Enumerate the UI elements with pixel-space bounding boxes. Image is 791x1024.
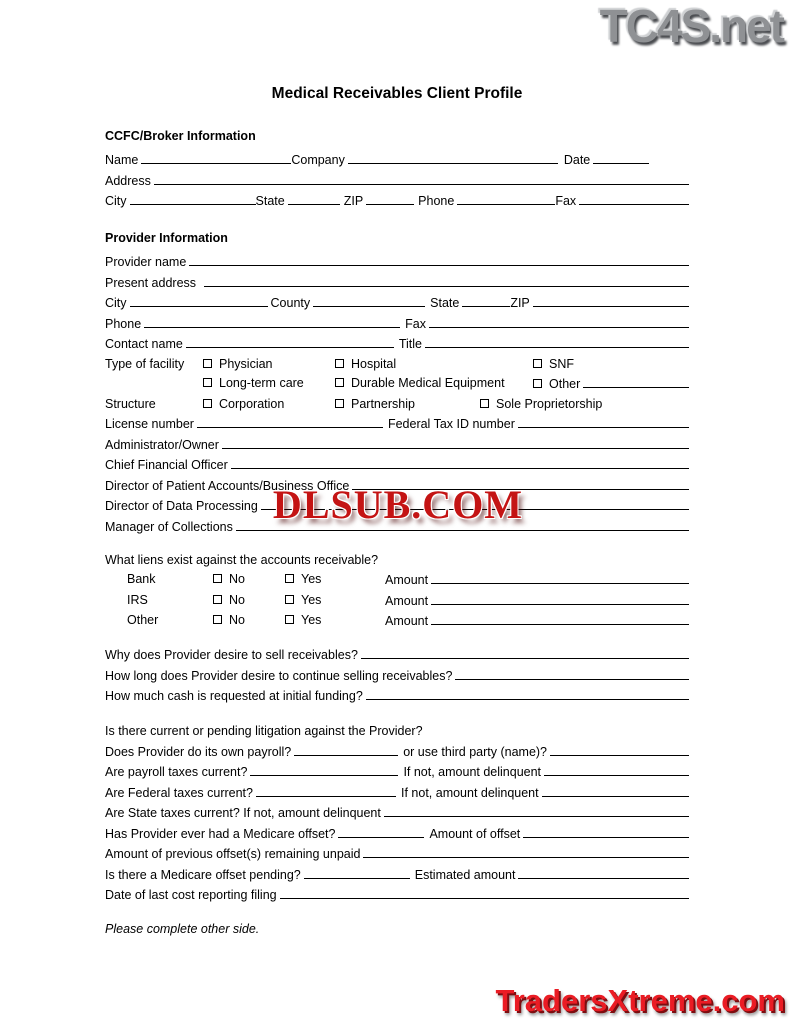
- own-payroll-row: [105, 744, 689, 760]
- cfo-label: Chief Financial Officer: [105, 458, 228, 472]
- medicare-offset-line[interactable]: [338, 826, 424, 838]
- form-content: [105, 0, 689, 942]
- bank-label: Bank: [127, 572, 156, 586]
- litigation-label: Is there current or pending litigation against the Provider?: [105, 724, 423, 738]
- irs-amount-line[interactable]: [431, 593, 689, 605]
- previous-offsets-row: [105, 846, 689, 862]
- provider-zip-label: ZIP: [510, 296, 530, 310]
- other-lien-yes-label: Yes: [301, 613, 322, 627]
- other-lien-amount-cell: [385, 613, 689, 629]
- irs-label-cell: [105, 593, 213, 609]
- contact-name-label: Contact name: [105, 337, 183, 351]
- payroll-delinquent-line[interactable]: [544, 764, 689, 776]
- provider-state-line[interactable]: [462, 295, 510, 307]
- payroll-taxes-label: Are payroll taxes current?: [105, 765, 248, 779]
- previous-offsets-label: Amount of previous offset(s) remaining unpaid: [105, 847, 361, 861]
- offset-pending-row: [105, 867, 689, 883]
- hospital-option: [335, 357, 533, 372]
- last-cost-filing-line[interactable]: [280, 887, 689, 899]
- snf-option: [533, 357, 689, 372]
- federal-tax-id-line[interactable]: [518, 416, 689, 428]
- broker-address-label: Address: [105, 173, 151, 188]
- physician-checkbox[interactable]: [203, 359, 212, 368]
- manager-of-collections-label: Manager of Collections: [105, 519, 233, 534]
- federal-delinquent-line[interactable]: [542, 785, 689, 797]
- last-cost-filing-row: [105, 887, 689, 903]
- state-taxes-label: Are State taxes current? If not, amount delinquent: [105, 806, 381, 820]
- how-long-line[interactable]: [455, 668, 689, 680]
- broker-state-line[interactable]: [288, 193, 340, 205]
- broker-city-row: [105, 193, 689, 209]
- bank-yes-label: Yes: [301, 572, 322, 586]
- federal-tax-id-label: Federal Tax ID number: [387, 417, 515, 431]
- lien-row-bank: [105, 572, 689, 588]
- hospital-label: Hospital: [351, 356, 397, 371]
- irs-yes-label: Yes: [301, 592, 322, 607]
- long-term-care-checkbox[interactable]: [203, 378, 212, 387]
- provider-zip-line[interactable]: [533, 295, 689, 307]
- bank-label-cell: [105, 572, 213, 588]
- irs-amount-cell: [385, 593, 689, 609]
- offset-pending-line[interactable]: [304, 867, 410, 879]
- broker-date-label: Date: [563, 153, 591, 167]
- other-facility-line[interactable]: [583, 376, 689, 388]
- own-payroll-label: Does Provider do its own payroll?: [105, 744, 292, 759]
- other-lien-label: Other: [127, 613, 159, 627]
- irs-label: IRS: [127, 592, 148, 607]
- physician-label: Physician: [219, 356, 273, 371]
- administrator-owner-line[interactable]: [222, 437, 689, 449]
- corporation-checkbox[interactable]: [203, 399, 212, 408]
- irs-amount-label: Amount: [385, 593, 429, 608]
- medicare-offset-row: [105, 826, 689, 842]
- payroll-taxes-row: [105, 764, 689, 780]
- present-address-row: [105, 275, 689, 291]
- other-lien-amount-line[interactable]: [431, 613, 689, 625]
- amount-of-offset-line[interactable]: [523, 826, 689, 838]
- broker-city-label: City: [105, 194, 127, 208]
- bank-no-checkbox[interactable]: [213, 574, 222, 583]
- bank-amount-label: Amount: [385, 573, 429, 587]
- broker-phone-label: Phone: [418, 194, 455, 208]
- medicare-offset-label: Has Provider ever had a Medicare offset?: [105, 826, 336, 841]
- snf-label: SNF: [549, 356, 574, 371]
- snf-checkbox[interactable]: [533, 359, 542, 368]
- broker-address-line[interactable]: [154, 173, 689, 185]
- other-facility-checkbox[interactable]: [533, 379, 542, 388]
- broker-name-line[interactable]: [141, 152, 291, 164]
- bank-no-label: No: [229, 572, 245, 586]
- license-row: [105, 416, 689, 432]
- type-of-facility-label: Type of facility: [105, 356, 185, 371]
- federal-taxes-row: [105, 785, 689, 801]
- bank-amount-cell: [385, 572, 689, 588]
- license-number-label: License number: [105, 417, 194, 431]
- broker-company-label: Company: [291, 153, 345, 167]
- hospital-checkbox[interactable]: [335, 359, 344, 368]
- partnership-option: [335, 397, 480, 412]
- sole-proprietorship-checkbox[interactable]: [480, 399, 489, 408]
- third-party-line[interactable]: [550, 744, 689, 756]
- footer-note-row: [105, 922, 689, 937]
- initial-funding-line[interactable]: [366, 688, 689, 700]
- license-number-line[interactable]: [197, 416, 383, 428]
- broker-fax-line[interactable]: [579, 193, 689, 205]
- litigation-row: [105, 724, 689, 739]
- bank-amount-line[interactable]: [431, 572, 689, 584]
- long-term-care-label: Long-term care: [219, 376, 304, 390]
- other-lien-no-option: [213, 613, 285, 629]
- other-lien-no-checkbox[interactable]: [213, 615, 222, 624]
- last-cost-filing-label: Date of last cost reporting filing: [105, 888, 277, 902]
- estimated-amount-label: Estimated amount: [414, 867, 516, 882]
- partnership-checkbox[interactable]: [335, 399, 344, 408]
- long-term-care-option: [203, 376, 335, 392]
- other-facility-option: [533, 376, 689, 392]
- director-data-processing-label: Director of Data Processing: [105, 499, 258, 513]
- provider-phone-line[interactable]: [144, 316, 400, 328]
- irs-no-option: [213, 593, 285, 609]
- contact-title-line[interactable]: [425, 336, 689, 348]
- provider-name-label: Provider name: [105, 255, 187, 269]
- present-address-label: Present address: [105, 275, 197, 290]
- previous-offsets-line[interactable]: [363, 846, 689, 858]
- footer-note: Please complete other side.: [105, 922, 260, 936]
- broker-zip-line[interactable]: [366, 193, 414, 205]
- how-long-row: [105, 668, 689, 684]
- how-long-label: How long does Provider desire to continue selling receivables?: [105, 668, 453, 683]
- third-party-label: or use third party (name)?: [403, 744, 548, 759]
- bank-no-option: [213, 572, 285, 588]
- why-sell-row: [105, 647, 689, 663]
- lien-row-irs: [105, 593, 689, 609]
- broker-zip-label: ZIP: [343, 194, 364, 208]
- initial-funding-row: [105, 688, 689, 704]
- physician-option: [203, 357, 335, 372]
- payroll-delinquent-label: If not, amount delinquent: [403, 765, 542, 779]
- broker-city-line[interactable]: [130, 193, 256, 205]
- other-lien-yes-checkbox[interactable]: [285, 615, 294, 624]
- dme-checkbox[interactable]: [335, 378, 344, 387]
- cfo-line[interactable]: [231, 457, 689, 469]
- broker-address-row: [105, 173, 689, 189]
- broker-section-heading: CCFC/Broker Information: [105, 129, 256, 143]
- structure-label: Structure: [105, 396, 156, 411]
- other-lien-no-label: No: [229, 613, 245, 627]
- contact-name-row: [105, 336, 689, 352]
- why-sell-line[interactable]: [361, 647, 689, 659]
- partnership-label: Partnership: [351, 396, 415, 411]
- irs-no-checkbox[interactable]: [213, 595, 222, 604]
- provider-county-line[interactable]: [313, 295, 425, 307]
- structure-row: [105, 397, 689, 412]
- own-payroll-line[interactable]: [294, 744, 398, 756]
- director-patient-accounts-label: Director of Patient Accounts/Business Office: [105, 478, 350, 493]
- broker-state-label: State: [255, 194, 285, 208]
- facility-label-cell: [105, 357, 203, 372]
- facility-row-1: [105, 357, 689, 372]
- cfo-row: [105, 457, 689, 473]
- federal-taxes-label: Are Federal taxes current?: [105, 785, 253, 800]
- lien-row-other: [105, 613, 689, 629]
- structure-label-cell: [105, 397, 203, 412]
- tc4s-logo: TC4S.net: [599, 0, 783, 52]
- contact-title-label: Title: [398, 337, 422, 351]
- bank-yes-option: [285, 572, 385, 588]
- broker-date-line[interactable]: [593, 152, 649, 164]
- provider-phone-label: Phone: [105, 316, 142, 331]
- provider-fax-label: Fax: [405, 316, 426, 331]
- corporation-option: [203, 397, 335, 412]
- bank-yes-checkbox[interactable]: [285, 574, 294, 583]
- irs-no-label: No: [229, 592, 245, 607]
- irs-yes-checkbox[interactable]: [285, 595, 294, 604]
- broker-name-label: Name: [105, 153, 139, 167]
- sole-proprietorship-option: [480, 397, 689, 412]
- other-lien-amount-label: Amount: [385, 614, 429, 628]
- administrator-owner-label: Administrator/Owner: [105, 437, 219, 452]
- other-lien-yes-option: [285, 613, 385, 629]
- broker-company-line[interactable]: [348, 152, 558, 164]
- liens-question-row: [105, 553, 689, 568]
- page-title: Medical Receivables Client Profile: [271, 85, 523, 102]
- provider-city-line[interactable]: [130, 295, 268, 307]
- provider-name-row: [105, 254, 689, 270]
- irs-yes-option: [285, 593, 385, 609]
- dme-option: [335, 376, 533, 392]
- provider-fax-line[interactable]: [429, 316, 689, 328]
- contact-name-line[interactable]: [186, 336, 394, 348]
- federal-delinquent-label: If not, amount delinquent: [401, 785, 539, 800]
- facility-spacer-cell: [105, 376, 203, 392]
- dlsub-watermark: DLSUB.COM: [272, 482, 524, 527]
- broker-phone-line[interactable]: [457, 193, 555, 205]
- estimated-amount-line[interactable]: [518, 867, 689, 879]
- broker-name-row: [105, 152, 689, 168]
- corporation-label: Corporation: [219, 396, 285, 411]
- liens-question: What liens exist against the accounts receivable?: [105, 552, 379, 567]
- amount-of-offset-label: Amount of offset: [429, 826, 521, 841]
- broker-fax-label: Fax: [555, 194, 577, 208]
- provider-county-label: County: [270, 296, 311, 310]
- state-taxes-line[interactable]: [384, 805, 689, 817]
- other-facility-label: Other: [549, 377, 581, 391]
- federal-taxes-line[interactable]: [256, 785, 396, 797]
- present-address-line[interactable]: [204, 275, 689, 287]
- initial-funding-label: How much cash is requested at initial funding?: [105, 689, 363, 703]
- other-lien-label-cell: [105, 613, 213, 629]
- administrator-owner-row: [105, 437, 689, 453]
- facility-row-2: [105, 376, 689, 392]
- payroll-taxes-line[interactable]: [250, 764, 398, 776]
- sole-proprietorship-label: Sole Proprietorship: [496, 396, 603, 411]
- offset-pending-label: Is there a Medicare offset pending?: [105, 867, 301, 882]
- tradersxtreme-logo: TradersXtreme.com: [495, 983, 785, 1018]
- provider-city-row: [105, 295, 689, 311]
- dme-label: Durable Medical Equipment: [351, 376, 505, 390]
- provider-section-heading: Provider Information: [105, 231, 228, 245]
- provider-city-label: City: [105, 296, 127, 310]
- provider-name-line[interactable]: [189, 254, 689, 266]
- provider-state-label: State: [430, 296, 460, 310]
- provider-phone-row: [105, 316, 689, 332]
- why-sell-label: Why does Provider desire to sell receivables?: [105, 648, 358, 662]
- state-taxes-row: [105, 805, 689, 821]
